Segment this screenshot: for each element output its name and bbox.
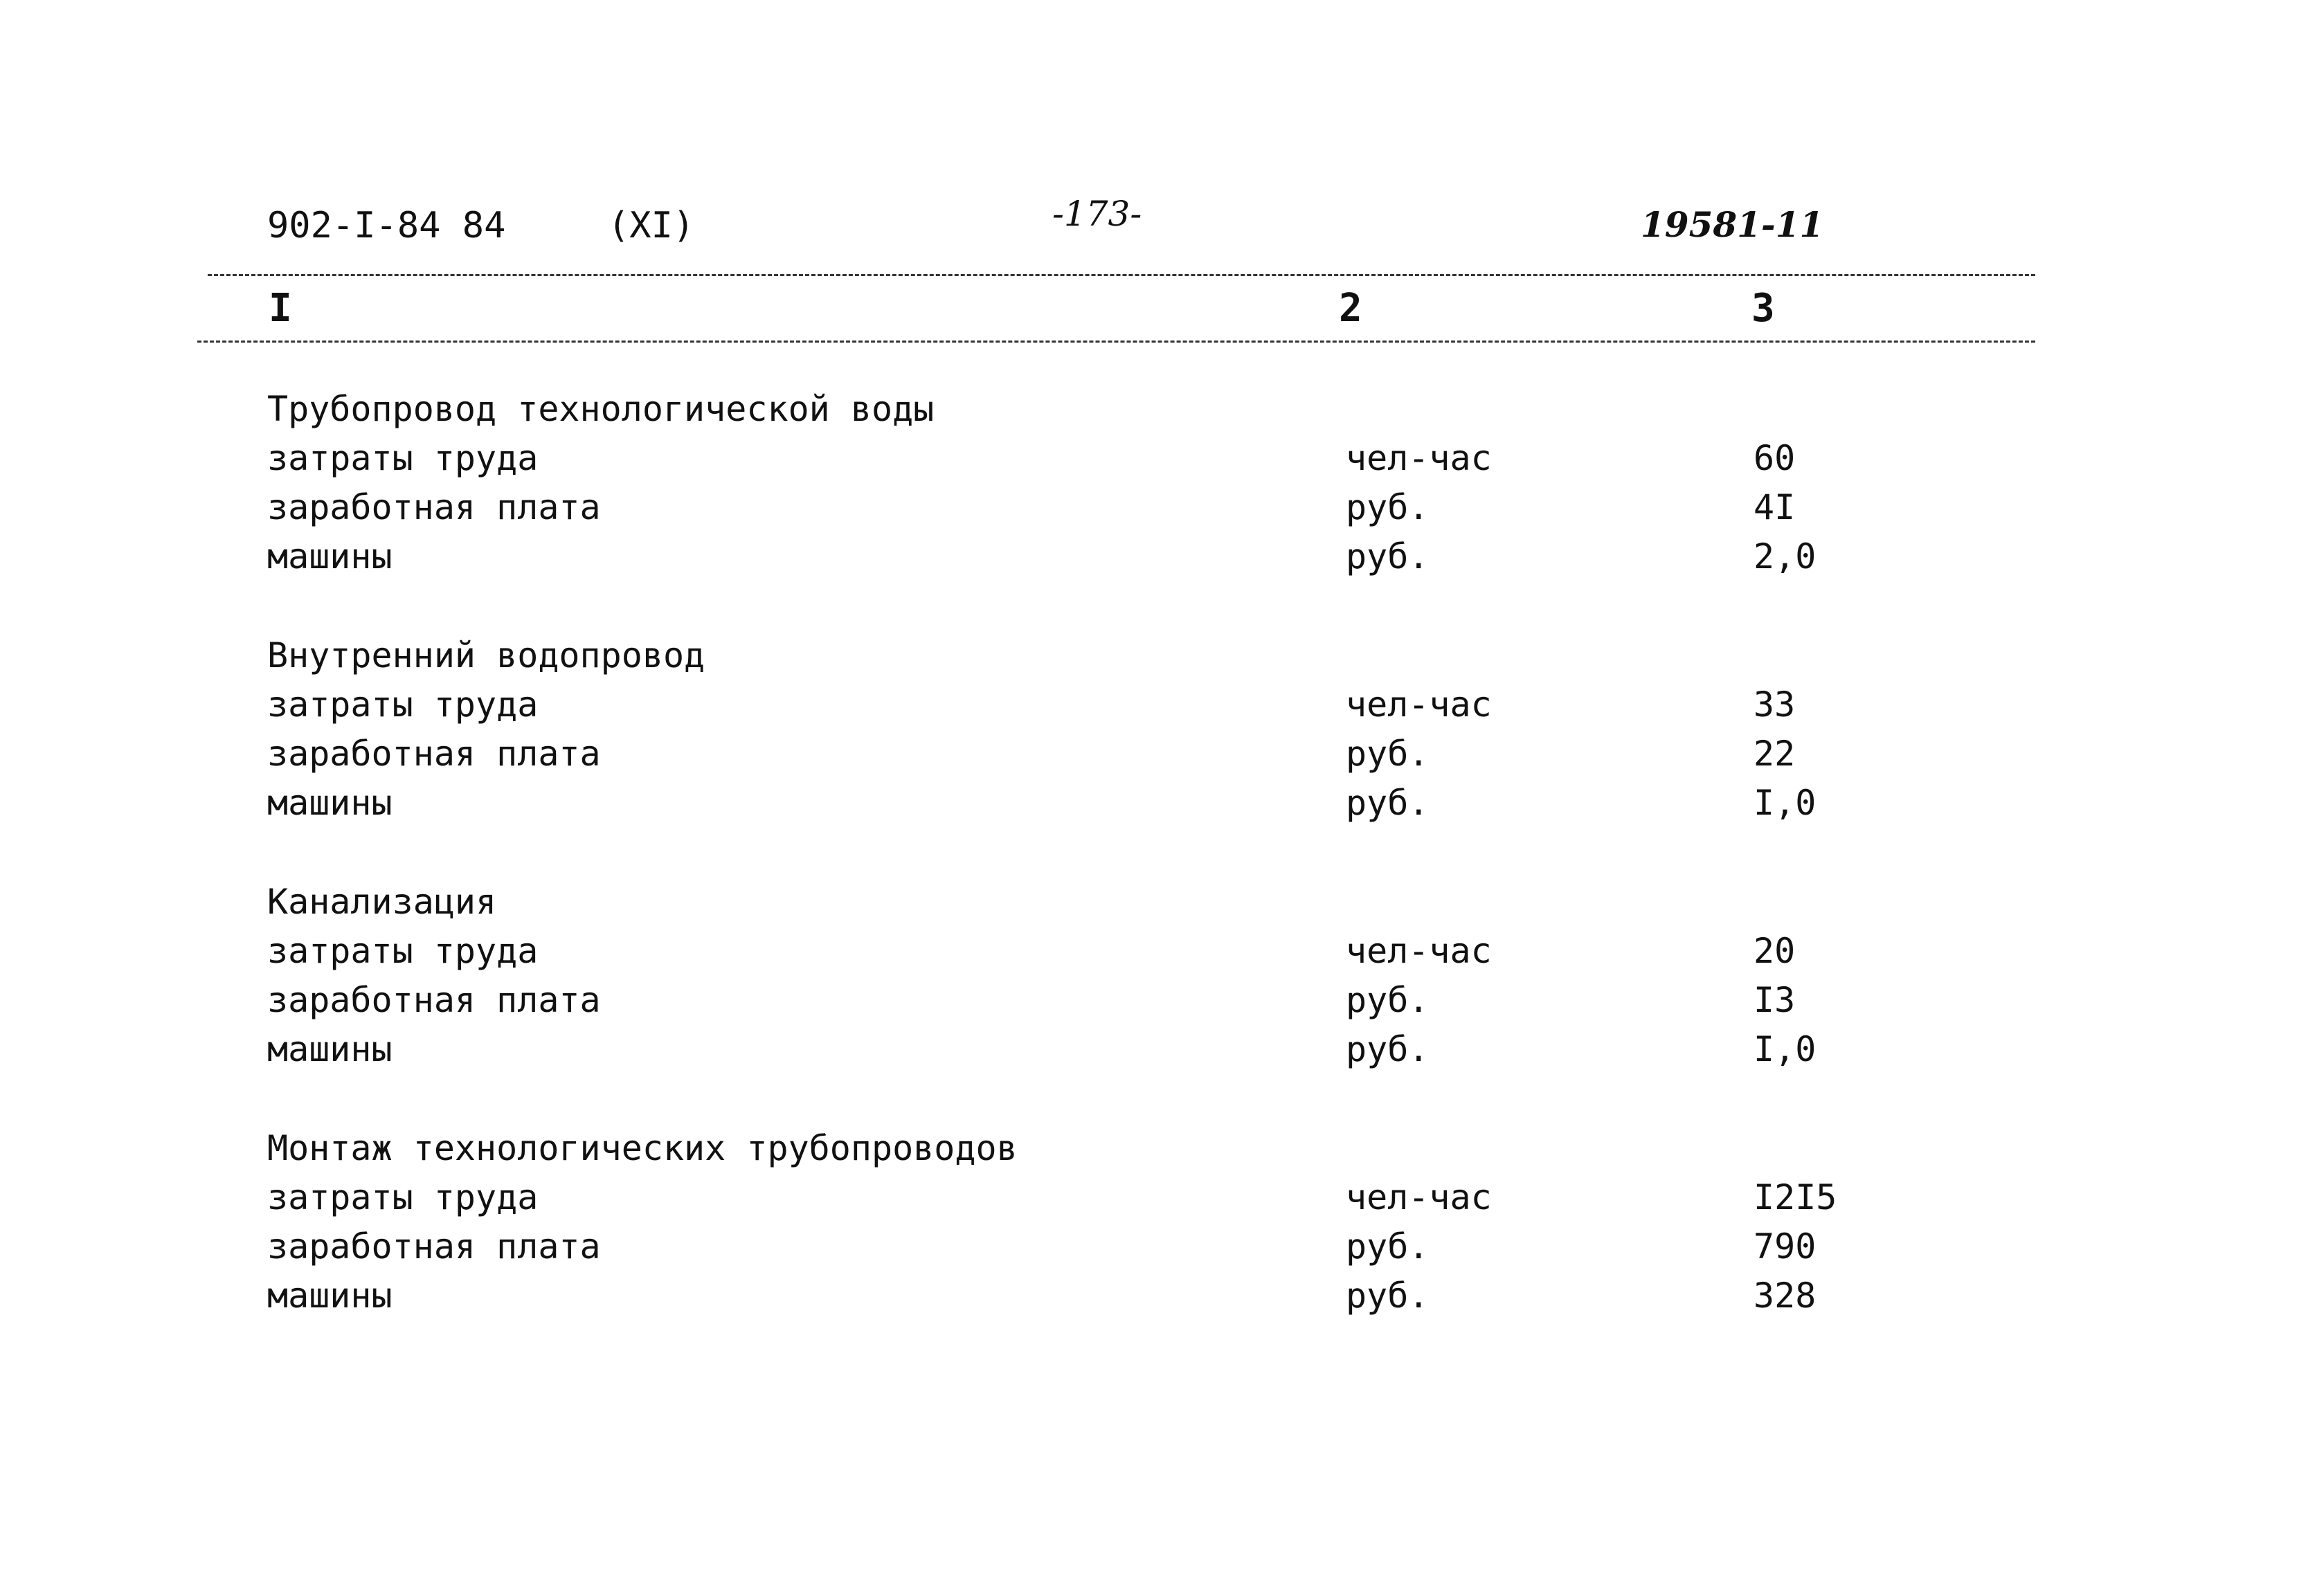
row-value: 790 [1753, 1226, 1816, 1267]
table-row [0, 434, 2299, 483]
row-value: 2,0 [1753, 536, 1816, 577]
table-section [0, 1124, 2299, 1321]
table-row [0, 483, 2299, 532]
table-row [0, 729, 2299, 779]
column-header-3: 3 [1751, 286, 1775, 331]
row-value: 22 [1753, 734, 1796, 774]
row-value: 60 [1753, 438, 1796, 478]
row-value: I,0 [1753, 783, 1816, 823]
row-value: 33 [1753, 684, 1796, 725]
table-section [0, 385, 2299, 581]
section-title-row [0, 385, 2299, 434]
table-row [0, 779, 2299, 828]
row-unit: чел-час [1346, 1177, 1492, 1217]
section-title: Канализация [267, 882, 497, 922]
column-header-1: I [269, 286, 292, 331]
row-value: I3 [1753, 980, 1796, 1020]
table-section [0, 878, 2299, 1074]
row-name: заработная плата [267, 734, 601, 774]
section-title: Трубопровод технологической воды [267, 389, 935, 429]
row-name: машины [267, 1276, 393, 1316]
inventory-number: 19581-11 [1641, 204, 1824, 245]
table-row [0, 680, 2299, 729]
row-unit: руб. [1346, 1029, 1430, 1069]
row-unit: чел-час [1346, 438, 1492, 478]
row-unit: руб. [1346, 1226, 1430, 1267]
row-name: затраты труда [267, 931, 539, 971]
row-name: заработная плата [267, 980, 601, 1020]
row-unit: чел-час [1346, 931, 1492, 971]
section-title-row [0, 1124, 2299, 1173]
table-top-rule [208, 274, 2035, 276]
table-header-bottom-rule [197, 341, 2035, 343]
row-value: I,0 [1753, 1029, 1816, 1069]
row-unit: руб. [1346, 734, 1430, 774]
column-header-2: 2 [1339, 286, 1362, 331]
section-title-row [0, 631, 2299, 680]
row-unit: руб. [1346, 1276, 1430, 1316]
table-row [0, 1271, 2299, 1321]
row-name: затраты труда [267, 438, 539, 478]
row-value: 328 [1753, 1276, 1816, 1316]
table-row [0, 532, 2299, 581]
series-number: (XI) [608, 205, 695, 246]
row-value: 20 [1753, 931, 1796, 971]
row-value: I2I5 [1753, 1177, 1837, 1217]
table-section [0, 631, 2299, 828]
table-row [0, 1173, 2299, 1222]
table-row [0, 927, 2299, 976]
row-unit: руб. [1346, 783, 1430, 823]
document-code: 902-I-84 84 [267, 205, 506, 246]
row-name: затраты труда [267, 684, 539, 725]
table-row [0, 1222, 2299, 1271]
page-number: -173- [1052, 194, 1142, 234]
row-unit: чел-час [1346, 684, 1492, 725]
row-name: заработная плата [267, 487, 601, 527]
row-unit: руб. [1346, 980, 1430, 1020]
row-name: затраты труда [267, 1177, 539, 1217]
row-unit: руб. [1346, 536, 1430, 577]
row-name: машины [267, 1029, 393, 1069]
row-name: машины [267, 783, 393, 823]
row-name: заработная плата [267, 1226, 601, 1267]
section-title: Внутренний водопровод [267, 635, 705, 675]
table-row [0, 976, 2299, 1025]
section-title: Монтаж технологических трубопроводов [267, 1128, 1018, 1168]
row-value: 4I [1753, 487, 1796, 527]
section-title-row [0, 878, 2299, 927]
table-row [0, 1025, 2299, 1074]
row-name: машины [267, 536, 393, 577]
row-unit: руб. [1346, 487, 1430, 527]
